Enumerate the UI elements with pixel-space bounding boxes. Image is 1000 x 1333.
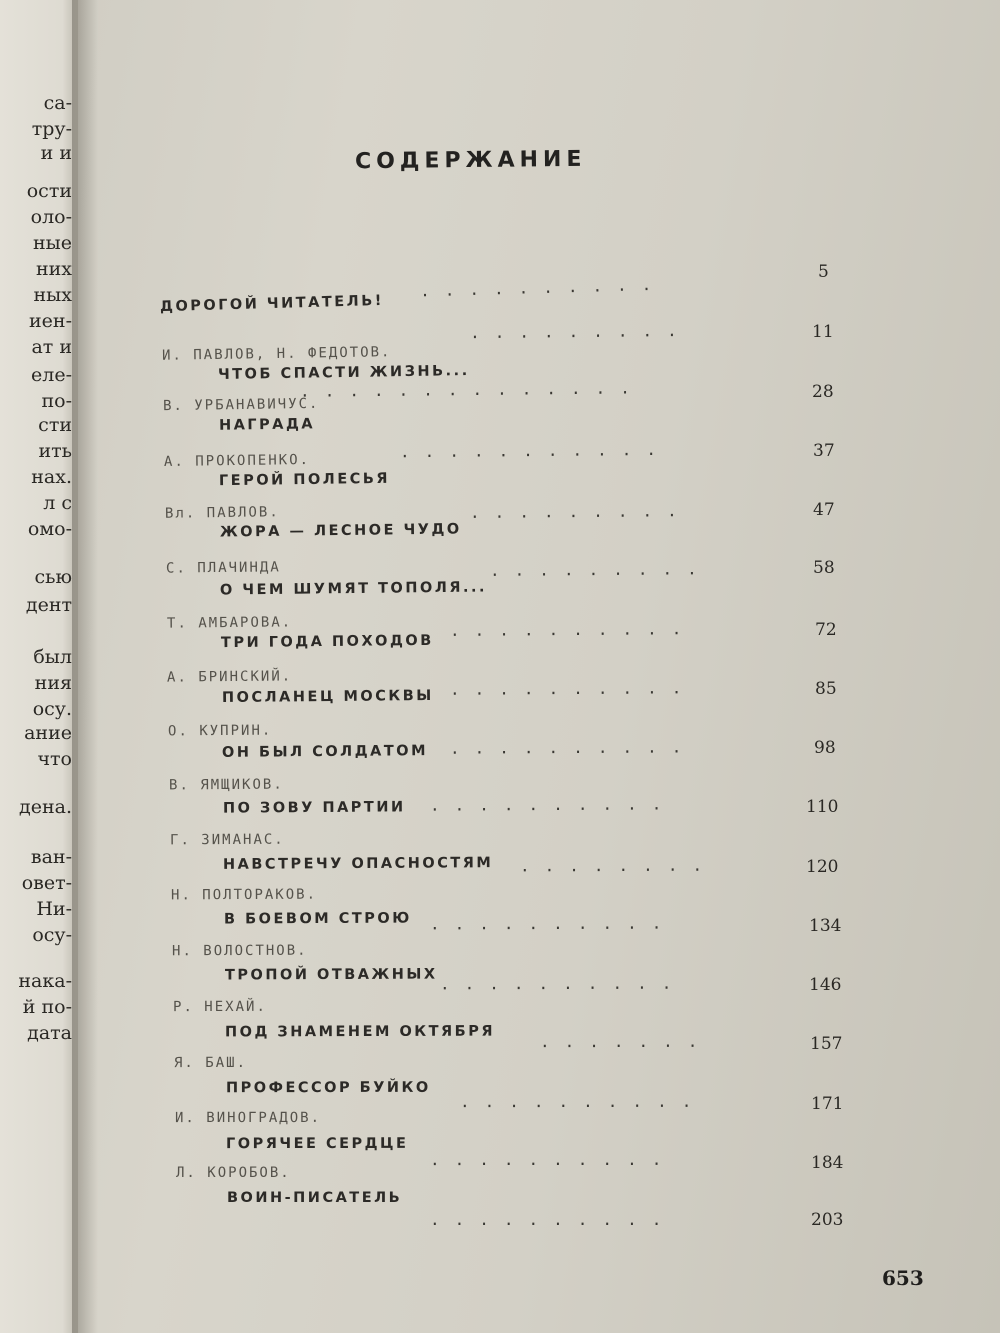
toc-page-number: 134	[809, 916, 842, 936]
toc-entry-author: Т. АМБАРОВА.	[166, 614, 293, 632]
toc-entry-title: ПО ЗОВУ ПАРТИИ	[222, 799, 406, 817]
left-page-fragment: ния	[34, 672, 72, 694]
left-page-fragment: ван-	[30, 846, 72, 868]
toc-entry-title: ПОСЛАНЕЦ МОСКВЫ	[221, 688, 434, 706]
left-page-fragment: них	[35, 258, 72, 280]
dot-leader: ..........	[429, 1149, 677, 1170]
left-page-fragment: ить	[38, 440, 72, 462]
dot-leader: ..........	[449, 619, 697, 640]
dot-leader: .........	[469, 501, 692, 522]
dot-leader: ..........	[419, 274, 667, 301]
dot-leader: .......	[539, 1031, 713, 1052]
left-page-fragment: был	[33, 646, 72, 668]
left-page-fragment: овет-	[21, 872, 72, 894]
toc-entry-author: С. ПЛАЧИНДА	[165, 559, 281, 577]
left-page-fragment: омо-	[27, 518, 72, 540]
toc-entry-author: А. БРИНСКИЙ.	[166, 668, 293, 686]
left-page-fragment: ные	[32, 232, 72, 254]
toc-page-number: 146	[809, 975, 842, 995]
toc-page-number: 203	[811, 1210, 844, 1230]
left-page-fragment: иен-	[29, 310, 72, 332]
toc-entry-title: ГОРЯЧЕЕ СЕРДЦЕ	[225, 1135, 409, 1153]
toc-entry-author: Р. НЕХАЙ.	[172, 998, 267, 1016]
left-page-fragment: л с	[43, 492, 72, 514]
toc-page-number: 157	[810, 1034, 843, 1054]
toc-page-number: 11	[812, 322, 834, 342]
dot-leader: ..........	[449, 678, 697, 699]
left-page-fragment: ат и	[31, 336, 72, 358]
left-page-fragment: оло-	[30, 206, 72, 228]
toc-entry-author: Н. ПОЛТОРАКОВ.	[170, 886, 318, 904]
toc-entry-author: Я. БАШ.	[173, 1054, 248, 1072]
left-page-fragment: й по-	[22, 996, 72, 1018]
toc-page-number: 98	[814, 738, 836, 758]
left-page-fragment: что	[37, 748, 72, 770]
toc-page-number: 85	[815, 679, 837, 699]
left-page-fragment: нах.	[31, 466, 72, 488]
toc-entry-title: НАВСТРЕЧУ ОПАСНОСТЯМ	[222, 855, 494, 873]
left-page-fragment: осу.	[32, 698, 72, 720]
toc-entry-author: Г. ЗИМАНАС.	[169, 831, 285, 849]
toc-entry-author: Н. ВОЛОСТНОВ.	[171, 942, 308, 960]
toc-page-number: 72	[815, 620, 837, 640]
left-page-fragment: по-	[41, 390, 72, 412]
left-page-fragment: дата	[27, 1022, 72, 1044]
toc-page-number: 5	[818, 262, 829, 282]
toc-page-number: 37	[813, 441, 835, 461]
toc-entry-author: В. ЯМЩИКОВ.	[168, 776, 284, 794]
toc-entry-title: О ЧЕМ ШУМЯТ ТОПОЛЯ...	[219, 579, 488, 599]
dot-leader: .........	[489, 559, 712, 580]
left-page-fragment: дена.	[19, 796, 72, 818]
toc-entry-title: ДОРОГОЙ ЧИТАТЕЛЬ!	[159, 292, 385, 316]
left-page-fragment: Ни-	[36, 898, 72, 920]
toc-page-number: 47	[813, 500, 835, 520]
toc-entry-author: И. ПАВЛОВ, Н. ФЕДОТОВ.	[161, 344, 392, 364]
dot-leader: ..........	[429, 794, 677, 815]
left-page-fragment: дент	[25, 594, 72, 616]
toc-entry-title: ЧТОБ СПАСТИ ЖИЗНЬ...	[217, 363, 470, 383]
toc-entry-title: ТРОПОЙ ОТВАЖНЫХ	[224, 966, 438, 984]
dot-leader: ..........	[459, 1091, 707, 1112]
toc-entry-title: ВОИН-ПИСАТЕЛЬ	[227, 1190, 403, 1206]
toc-entry-title: ОН БЫЛ СОЛДАТОМ	[221, 743, 429, 761]
toc-entry-author: В. УРБАНАВИЧУС.	[162, 395, 320, 415]
left-page-fragment: еле-	[31, 364, 72, 386]
toc-entry-title: ПРОФЕССОР БУЙКО	[225, 1079, 431, 1097]
toc-page-number: 120	[806, 857, 839, 877]
left-page-fragment: сью	[34, 566, 72, 588]
dot-leader: ..........	[449, 737, 697, 758]
toc-entry-title: ПОД ЗНАМЕНЕМ ОКТЯБРЯ	[224, 1023, 496, 1041]
page-title: СОДЕРЖАНИЕ	[354, 146, 587, 175]
toc-entry-title: ТРИ ГОДА ПОХОДОВ	[220, 632, 434, 652]
page-number: 653	[882, 1266, 924, 1290]
toc-page-number: 110	[806, 797, 839, 817]
toc-page-number: 58	[813, 558, 835, 578]
left-page-fragment: са-	[43, 92, 72, 114]
dot-leader: ..........	[430, 1210, 677, 1229]
dot-leader: ..........	[439, 973, 687, 994]
left-page-fragment: тру-	[31, 118, 72, 140]
left-page-fragment: сти	[38, 414, 72, 436]
toc-entry-author: Л. КОРОБОВ.	[176, 1165, 291, 1181]
left-page-fragment: ание	[24, 722, 72, 744]
left-page-fragment: ости	[26, 180, 72, 202]
toc-entry-author: А. ПРОКОПЕНКО.	[163, 452, 311, 470]
toc-entry-title: НАГРАДА	[218, 416, 316, 434]
toc-page-number: 171	[811, 1094, 844, 1114]
dot-leader: .........	[469, 320, 692, 343]
dot-leader: ...........	[399, 439, 672, 462]
toc-entry-author: Вл. ПАВЛОВ.	[164, 504, 280, 522]
toc-entry-author: О. КУПРИН.	[167, 722, 273, 740]
toc-entry-author: И. ВИНОГРАДОВ.	[174, 1109, 322, 1127]
left-page-fragment: нака-	[18, 970, 72, 992]
toc-page-number: 28	[812, 382, 834, 402]
toc-entry-title: В БОЕВОМ СТРОЮ	[223, 910, 412, 928]
left-page-fragment: и и	[40, 142, 72, 164]
toc-entry-title: ГЕРОЙ ПОЛЕСЬЯ	[218, 470, 391, 490]
dot-leader: ..........	[429, 913, 677, 934]
left-page-fragment: осу-	[32, 924, 72, 946]
toc-entry-title: ЖОРА — ЛЕСНОЕ ЧУДО	[219, 521, 462, 541]
dot-leader: ........	[519, 855, 718, 876]
dot-leader: ..............	[299, 378, 645, 401]
toc-page-number: 184	[811, 1153, 844, 1173]
left-page-fragment: ных	[33, 284, 72, 306]
